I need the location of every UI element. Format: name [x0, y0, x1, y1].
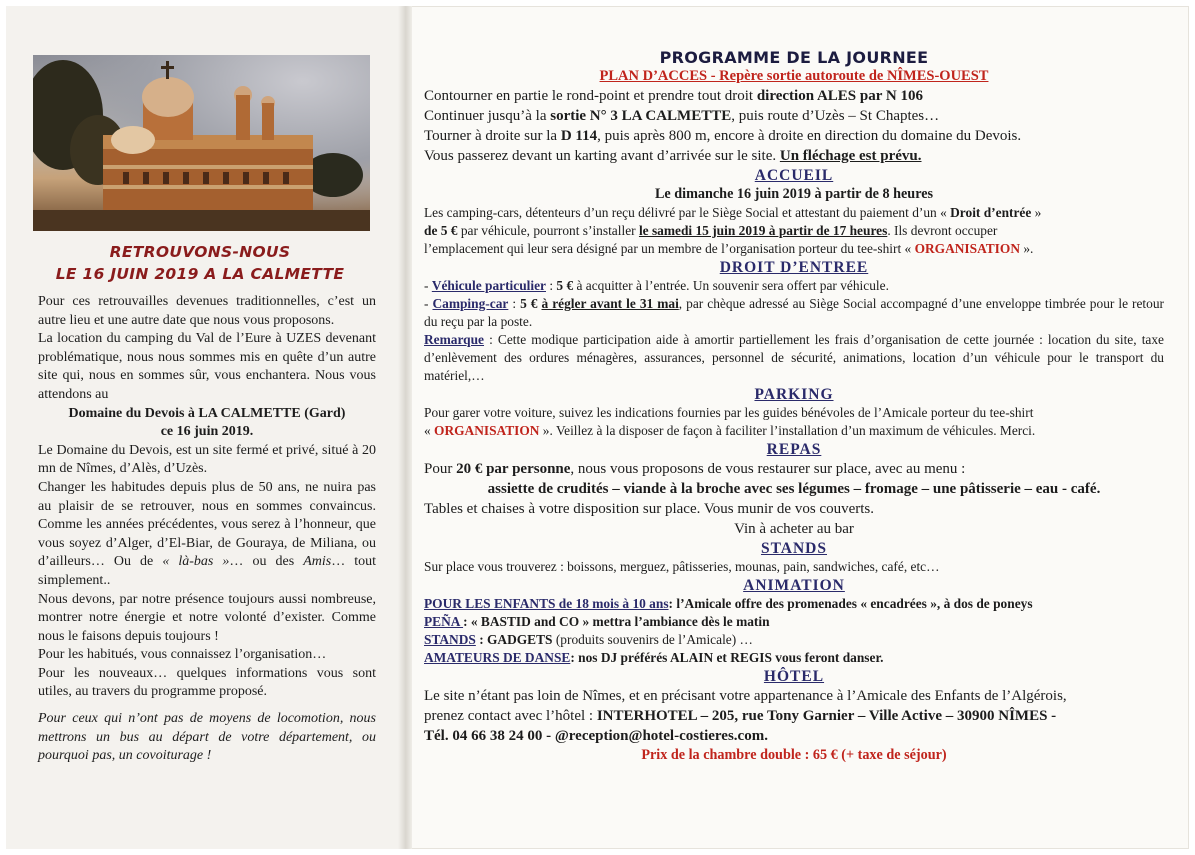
parking-2-open: « [424, 423, 435, 438]
venue-line1: Domaine du Devois à LA CALMETTE (Gard) [68, 405, 346, 421]
accueil-1-bold: Droit d’entrée [950, 205, 1032, 220]
repas-line3: Tables et chaises à votre disposition sur place. Vous munir de vos couverts. [424, 501, 874, 517]
droit-1-text: à acquitter à l’entrée. Un souvenir sera offert par véhicule. [573, 278, 889, 293]
domain-paragraph: Le Domaine du Devois, est un site fermé et privé, situé à 20 mn de Nîmes, d’Alès, d’Uzès. [38, 442, 376, 477]
stands-line1: Sur place vous trouverez : boissons, merguez, pâtisseries, mounas, pain, sandwiches, café, etc… [424, 559, 940, 574]
repas-line4: Vin à acheter au bar [734, 521, 854, 537]
access-2-bold: sortie N° 3 LA CALMETTE [550, 108, 732, 124]
transport-paragraph: Pour ceux qui n’ont pas de moyens de locomotion, nous mettrons un bus au départ de votre département, ou pourquoi pas, un covoiturage ! [38, 711, 376, 764]
organisation-label: ORGANISATION [914, 241, 1020, 256]
anim-2-text: : « BASTID and CO » mettra l’ambiance dès le matin [463, 614, 770, 629]
access-4-text: Vous passerez devant un karting avant d’arrivée sur le site. [424, 148, 780, 164]
habits-mid: … ou des [229, 554, 295, 570]
anim-dance-label: AMATEURS DE DANSE [424, 650, 571, 665]
access-3-bold: D 114 [560, 128, 598, 144]
droit-1-colon: : [545, 278, 557, 293]
droit-line2 [424, 295, 1164, 331]
hotel-contact: Tél. 04 66 38 24 00 - @reception@hotel-costieres.com. [424, 728, 768, 744]
animation-title: ANIMATION [743, 577, 845, 594]
repas-title: REPAS [766, 441, 822, 458]
parking-2-text: ». Veillez à la disposer de façon à faciliter l’installation d’un maximum de véhicules. Merci. [539, 423, 1036, 438]
stands-title: STANDS [760, 540, 827, 557]
access-3-text: Tourner à droite sur la [424, 128, 561, 144]
habits-paragraph [38, 479, 376, 591]
access-line1 [424, 86, 1164, 106]
access-line4 [424, 146, 1164, 166]
anim-pena-label: PEÑA [424, 614, 464, 629]
vehicle-fee: 5 € [556, 278, 574, 293]
signage-note: Un fléchage est prévu. [779, 148, 922, 164]
accueil-1-text: Les camping-cars, détenteurs d’un reçu délivré par le Siège Social et attestant du paiement d’un « [424, 205, 951, 220]
access-2-end: , puis route d’Uzès – St Chaptes… [731, 108, 940, 124]
anim-children-label: POUR LES ENFANTS de 18 mois à 10 ans [424, 596, 669, 611]
parking-organisation-label: ORGANISATION [434, 423, 540, 438]
hotel-line2 [424, 706, 1164, 726]
habits-quote-labas: « là-bas » [162, 554, 230, 570]
accueil-date: Le dimanche 16 juin 2019 à partir de 8 heures [654, 186, 934, 202]
access-1-bold: direction ALES par N 106 [756, 88, 923, 104]
camping-paragraph: La location du camping du Val de l’Eure à UZES devenant problématique, nous nous sommes mis en quête d’un autre site qui, nous en sommes sûr, vous enchantera. Nous vous attendons au [38, 331, 376, 402]
anim-line4 [424, 649, 1164, 667]
programme-title: PROGRAMME DE LA JOURNEE [659, 48, 929, 67]
programme-column [424, 48, 1164, 765]
newcomers-paragraph: Pour les nouveaux… quelques informations vous sont utiles, au travers du programme proposé. [38, 665, 376, 700]
droit-line1 [424, 277, 1164, 295]
droit-title: DROIT D’ENTREE [719, 259, 869, 276]
access-2-text: Continuer jusqu’à la [424, 108, 551, 124]
left-title-line2: LE 16 JUIN 2019 A LA CALMETTE [55, 265, 345, 283]
hotel-title: HÔTEL [763, 668, 825, 685]
repas-line1 [424, 459, 1164, 479]
venue-line2: ce 16 juin 2019. [160, 424, 254, 440]
access-line2 [424, 106, 1164, 126]
remarque-label: Remarque [424, 332, 485, 347]
basilica-photo [33, 55, 370, 231]
accueil-2-end: . Ils devront occuper [887, 223, 998, 238]
hotel-price: Prix de la chambre double : 65 € (+ taxe de séjour) [641, 747, 947, 763]
access-3-end: , puis après 800 m, encore à droite en direction du domaine du Devois. [597, 128, 1022, 144]
droit-1-dash: - [424, 278, 432, 293]
anim-line2 [424, 613, 1164, 631]
anim-1-text: : l’Amicale offre des promenades « encadrées », à dos de poneys [668, 596, 1033, 611]
camper-label: Camping-car [432, 296, 509, 311]
parking-line1: Pour garer votre voiture, suivez les indications fournies par les guides bénévoles de l’Amicale porteur du tee-shirt [424, 405, 1034, 420]
accueil-title: ACCUEIL [754, 167, 834, 184]
access-line3 [424, 126, 1164, 146]
accueil-2-text: par véhicule, pourront s’installer [457, 223, 639, 238]
left-body [38, 293, 376, 766]
presence-paragraph: Nous devons, par notre présence toujours aussi nombreuse, montrer notre énergie et notre volonté d’exister. Comme nous le faisons depuis toujours ! [38, 591, 376, 644]
hotel-address: INTERHOTEL – 205, rue Tony Garnier – Ville Active – 30900 NÎMES - [596, 708, 1057, 724]
remarque-text: : Cette modique participation aide à amortir partiellement les frais d’organisation de cette journée : location du site, taxe d’enlèvement des ordures ménagères, assurances, personnel de sécurité, animations, location d’un véhicule pour le transport du matériel,… [424, 332, 1164, 383]
repas-1-text: Pour [424, 461, 457, 477]
droit-2-text: , par chèque adressé au Siège Social accompagné d’une enveloppe timbrée pour le retour du reçu par la poste. [424, 296, 1165, 329]
hotel-2-text: prenez contact avec l’hôtel : [424, 708, 597, 724]
accueil-fee: de 5 € [424, 223, 458, 238]
droit-2-dash: - [424, 296, 433, 311]
anim-3-bold: : GADGETS [475, 632, 553, 647]
accueil-camper-date: le samedi 15 juin 2019 à partir de 17 heures [638, 223, 888, 238]
anim-line3 [424, 631, 1164, 649]
fold-crease [398, 6, 412, 849]
vehicle-label: Véhicule particulier [431, 278, 546, 293]
anim-3-text: (produits souvenirs de l’Amicale) … [552, 632, 753, 647]
accueil-line1 [424, 204, 1164, 222]
habits-quote-amis: Amis [303, 554, 332, 570]
droit-2-colon: : [508, 296, 521, 311]
access-1-text: Contourner en partie le rond-point et prendre tout droit [424, 88, 757, 104]
accueil-line2 [424, 222, 1164, 240]
left-title-line1: RETROUVONS-NOUS [109, 243, 291, 261]
camper-deadline: à régler avant le 31 mai [541, 296, 679, 311]
repas-menu: assiette de crudités – viande à la broche avec ses légumes – fromage – une pâtisserie – eau - café. [487, 481, 1101, 497]
accueil-1-end: » [1031, 205, 1042, 220]
camper-fee: 5 € [520, 296, 538, 311]
intro-paragraph: Pour ces retrouvailles devenues traditionnelles, c’est un autre lieu et une autre date que nous vous proposons. [38, 294, 376, 328]
repas-1-end: , nous vous proposons de vous restaurer sur place, avec au menu : [570, 461, 966, 477]
accueil-3-end: ». [1019, 241, 1034, 256]
parking-title: PARKING [754, 386, 834, 403]
regulars-line: Pour les habitués, vous connaissez l’organisation… [38, 647, 327, 663]
parking-line2 [424, 422, 1164, 440]
anim-stands-label: STANDS [424, 632, 476, 647]
anim-4-text: : nos DJ préférés ALAIN et REGIS vous feront danser. [570, 650, 884, 665]
meal-price: 20 € par personne [456, 461, 571, 477]
access-title: PLAN D’ACCES - Repère sortie autoroute de NÎMES-OUEST [599, 68, 989, 84]
habits-end: … tout simplement.. [38, 554, 377, 588]
accueil-line3 [424, 240, 1164, 258]
anim-line1 [424, 595, 1164, 613]
accueil-3-text: l’emplacement qui leur sera désigné par un membre de l’organisation porteur du tee-shirt « [424, 241, 915, 256]
remarque-paragraph [424, 331, 1164, 385]
habits-text: Changer les habitudes depuis plus de 50 ans, ne nuira pas au plaisir de se retrouver, nous en sommes convaincus. Comme les années précédentes, vous serez à l’honneur, que vous soyez d’Alger, d’El-Biar, de Gouraya, de Miliana, ou d’ailleurs… Ou de [38, 479, 376, 570]
hotel-line1: Le site n’étant pas loin de Nîmes, et en précisant votre appartenance à l’Amicale des Enfants de l’Algérois, [424, 688, 1067, 704]
